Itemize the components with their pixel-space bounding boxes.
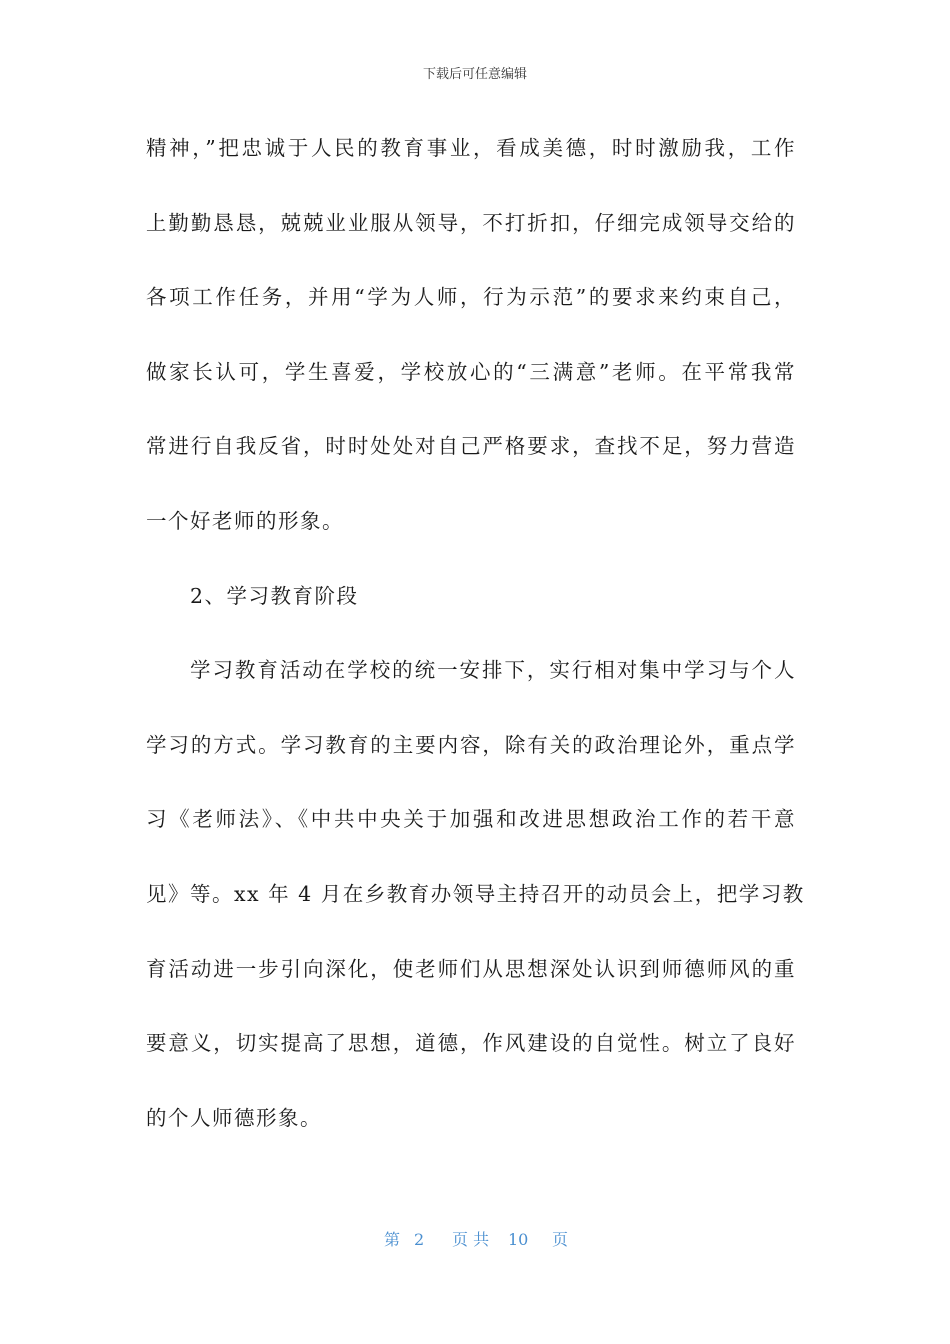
text-line: 一个好老师的形象。 (146, 508, 344, 533)
text-line: 育活动进一步引向深化，使老师们从思想深处认识到师德师风的重 (146, 956, 796, 981)
footer-total-pages: 10 (508, 1230, 529, 1249)
section-heading: 2、学习教育阶段 (190, 583, 359, 608)
text-line: 做家长认可，学生喜爱，学校放心的“三满意”老师。在平常我常 (146, 359, 796, 384)
footer-label-ye-gong: 页 共 (452, 1230, 490, 1249)
text-line: 各项工作任务，并用“学为人师，行为示范”的要求来约束自己， (146, 285, 796, 310)
text-line: 常进行自我反省，时时处处对自己严格要求，查找不足，努力营造 (146, 434, 796, 459)
footer-current-page: 2 (414, 1230, 425, 1249)
footer-label-ye: 页 (552, 1230, 569, 1249)
text-line: 要意义，切实提高了思想，道德，作风建设的自觉性。树立了良好 (146, 1031, 796, 1056)
page-footer (0, 1228, 950, 1252)
text-line: 学习教育活动在学校的统一安排下，实行相对集中学习与个人 (190, 658, 796, 683)
text-line: 学习的方式。学习教育的主要内容，除有关的政治理论外，重点学 (146, 732, 796, 757)
text-line: 习《老师法》、《中共中央关于加强和改进思想政治工作的若干意 (146, 807, 796, 832)
text-line: 见》等。xx 年 4 月在乡教育办领导主持召开的动员会上，把学习教 (146, 881, 805, 906)
document-body (146, 126, 805, 1170)
text-line: 上勤勤恳恳，兢兢业业服从领导，不打折扣，仔细完成领导交给的 (146, 210, 796, 235)
footer-label-di: 第 (384, 1230, 401, 1249)
page-header: 下载后可任意编辑 (422, 67, 527, 82)
text-line: 的个人师德形象。 (146, 1105, 322, 1130)
text-line: 精神，”把忠诚于人民的教育事业，看成美德，时时激励我，工作 (146, 136, 796, 160)
